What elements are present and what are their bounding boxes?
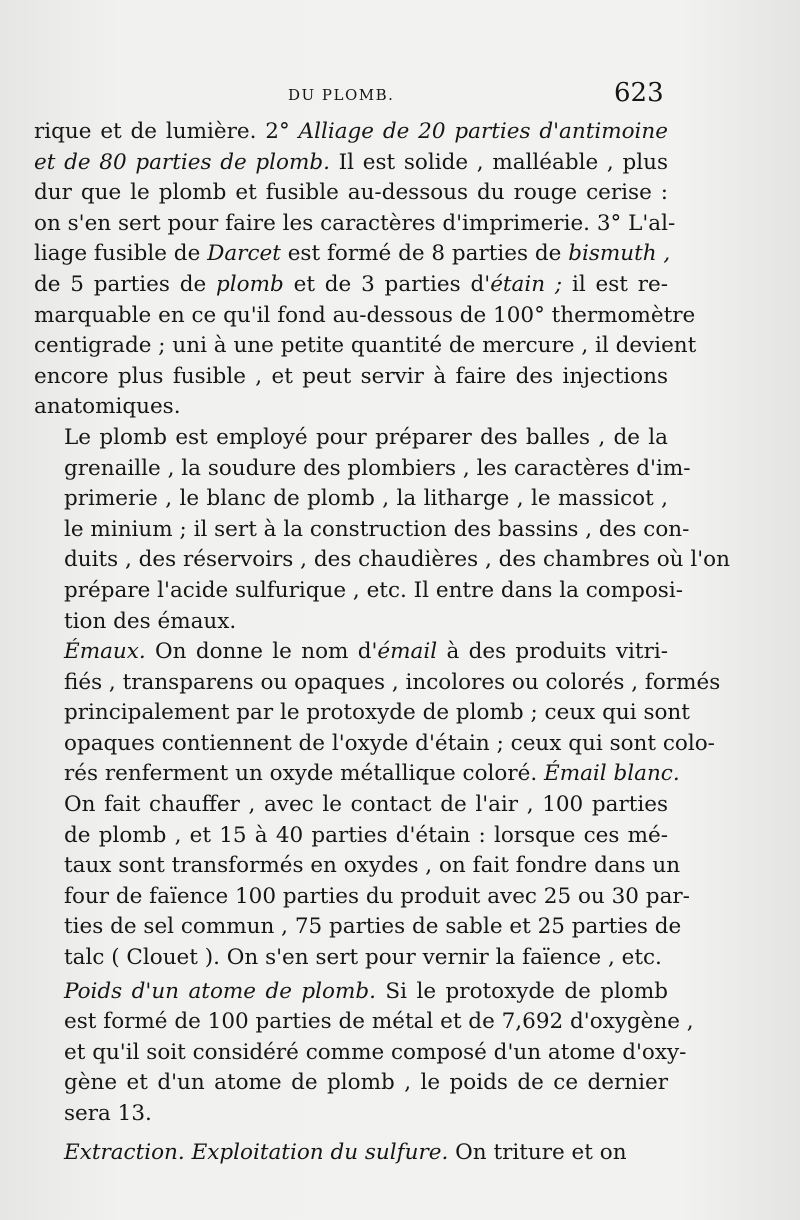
paragraph (34, 637, 721, 974)
text-run: on s'en sert pour faire les caractères d'imprimerie. 3° L'al- (34, 210, 676, 236)
text-line (34, 943, 668, 974)
text-line (34, 1068, 668, 1099)
italic-text: Émail blanc. (544, 761, 680, 787)
text-run: duits , des réservoirs , des chaudières , des chambres où l'on (64, 547, 730, 573)
text-line (34, 821, 668, 852)
text-run: liage fusible de (34, 241, 208, 267)
text-run: de 5 parties de (34, 271, 217, 297)
paragraph (34, 1138, 668, 1169)
text-line (34, 362, 668, 393)
text-line (34, 515, 690, 546)
text-line (34, 178, 668, 209)
text-run: Si le protoxyde de plomb (375, 978, 668, 1004)
text-run: four de faïence 100 parties du produit avec 25 ou 30 par- (64, 883, 690, 909)
text-line (34, 239, 671, 270)
italic-text: Extraction. Exploitation du sulfure. (64, 1139, 449, 1165)
text-run: prépare l'acide sulfurique , etc. Il entre dans la composi- (64, 577, 683, 603)
text-line (34, 977, 668, 1008)
text-run: anatomiques. (34, 394, 181, 420)
text-run: est formé de 8 parties de (280, 241, 569, 267)
text-line (34, 576, 683, 607)
text-run: centigrade ; uni à une petite quantité de mercure , il devient (34, 333, 697, 359)
text-line (34, 912, 682, 943)
text-line (34, 270, 668, 301)
text-run: il est re- (562, 271, 669, 297)
text-run: talc ( Clouet ). On s'en sert pour vernir la faïence , etc. (64, 945, 662, 971)
paragraph (34, 423, 730, 637)
text-line (34, 117, 668, 148)
text-line (34, 392, 668, 423)
text-run: tion des émaux. (64, 608, 237, 634)
text-line (34, 1138, 668, 1169)
text-line (34, 1038, 687, 1069)
text-run: On triture et on (448, 1139, 627, 1165)
text-run: gène et d'un atome de plomb , le poids de ce dernier (64, 1070, 668, 1096)
text-line (34, 545, 730, 576)
text-run: le minium ; il sert à la construction des bassins , des con- (64, 516, 690, 542)
page-header (0, 76, 800, 116)
text-run: fiés , transparens ou opaques , incolores ou colorés , formés (64, 669, 721, 695)
text-line (34, 423, 668, 454)
text-run: rés renferment un oxyde métallique coloré. (64, 761, 545, 787)
text-line (34, 454, 691, 485)
text-run: On donne le nom d' (145, 639, 378, 665)
italic-text: bismuth , (568, 241, 671, 267)
paragraph (34, 977, 694, 1130)
text-line (34, 729, 715, 760)
italic-text: Poids d'un atome de plomb. (64, 978, 376, 1004)
running-head: DU PLOMB. (288, 86, 395, 104)
text-run: principalement par le protoxyde de plomb ; ceux qui sont (64, 700, 690, 726)
text-run: est formé de 100 parties de métal et de 7,692 d'oxygène , (64, 1009, 694, 1035)
text-line (34, 698, 690, 729)
text-line (34, 668, 721, 699)
italic-text: étain ; (490, 271, 563, 297)
text-run: marquable en ce qu'il fond au-dessous de 100° thermomètre (34, 302, 696, 328)
text-run: rique et de lumière. 2° (34, 119, 299, 144)
text-run: primerie , le blanc de plomb , la litharge , le massicot , (64, 486, 668, 512)
text-line (34, 790, 668, 821)
text-run: sera 13. (64, 1101, 152, 1126)
text-line (34, 209, 676, 240)
italic-text: et de 80 parties de plomb. (34, 149, 330, 175)
text-line (34, 851, 681, 882)
text-run: encore plus fusible , et peut servir à faire des injections (34, 363, 668, 389)
text-line (34, 882, 690, 913)
text-run: et de 3 parties d' (283, 271, 491, 297)
paragraph (34, 117, 697, 423)
italic-text: Alliage de 20 parties d'antimoine (298, 119, 669, 144)
text-line (34, 484, 668, 515)
text-run: grenaille , la soudure des plombiers , les caractères d'im- (64, 455, 691, 481)
text-line (34, 637, 668, 668)
text-run: Le plomb est employé pour préparer des balles , de la (64, 424, 668, 450)
body-text (34, 117, 730, 1168)
text-run: taux sont transformés en oxydes , on fait fondre dans un (64, 853, 681, 879)
text-run: et qu'il soit considéré comme composé d'un atome d'oxy- (64, 1039, 687, 1065)
text-line (34, 331, 697, 362)
text-run: ties de sel commun , 75 parties de sable et 25 parties de (64, 914, 682, 940)
text-run: Il est solide , malléable , plus (329, 149, 668, 175)
text-run: à des produits vitri- (437, 639, 668, 665)
page-number: 623 (614, 78, 664, 108)
italic-text: plomb (216, 271, 284, 297)
text-line (34, 759, 680, 790)
text-line (34, 1099, 668, 1130)
italic-text: Émaux. (64, 639, 146, 665)
text-line (34, 301, 696, 332)
text-line (34, 148, 668, 179)
text-line (34, 1007, 694, 1038)
text-run: On fait chauffer , avec le contact de l'air , 100 parties (64, 792, 668, 818)
text-run: opaques contiennent de l'oxyde d'étain ; ceux qui sont colo- (64, 730, 715, 756)
text-line (34, 607, 668, 638)
text-run: dur que le plomb et fusible au-dessous du rouge cerise : (34, 180, 668, 206)
italic-text: émail (377, 639, 438, 665)
text-run: de plomb , et 15 à 40 parties d'étain : lorsque ces mé- (64, 822, 668, 848)
italic-text: Darcet (207, 241, 281, 267)
